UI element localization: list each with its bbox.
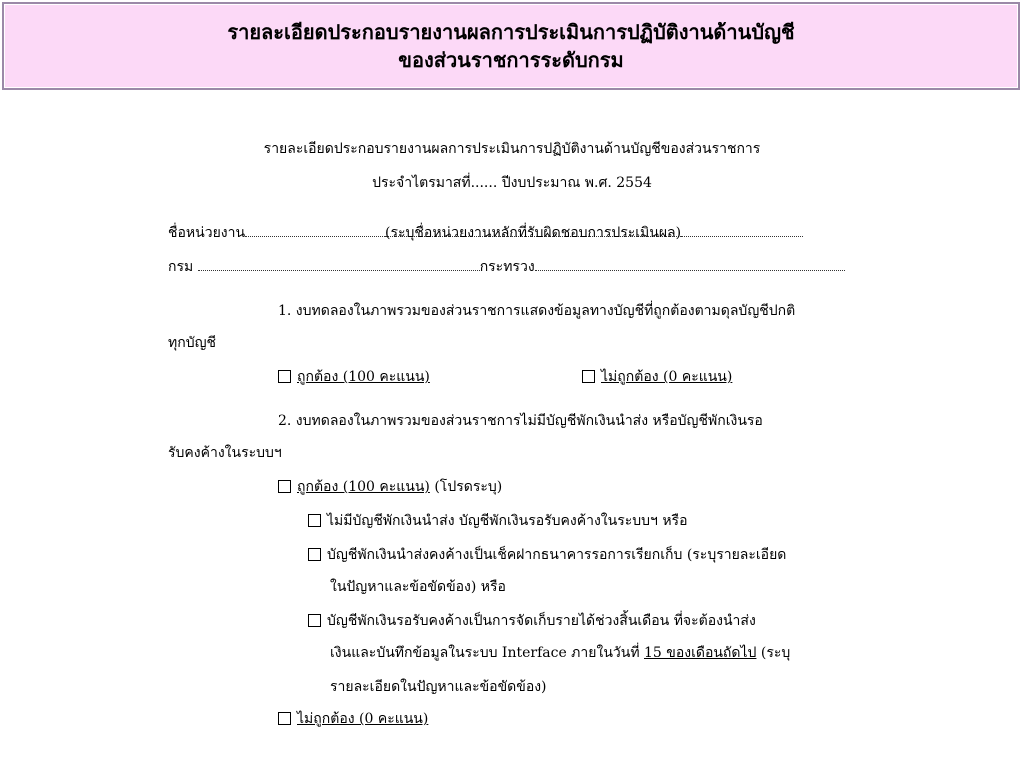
item2-correct-checkbox[interactable] bbox=[278, 480, 291, 493]
item1-incorrect-option[interactable] bbox=[582, 366, 732, 388]
item2-correct-label: ถูกต้อง (100 คะแนน) bbox=[297, 479, 430, 495]
form-title-line2: ประจำไตรมาสที่...... ปีงบประมาณ พ.ศ. 2554 bbox=[372, 175, 652, 191]
sub-option-2-checkbox[interactable] bbox=[308, 548, 321, 561]
sub-option-2-label-line2: ในปัญหาและข้อขัดข้อง) หรือ bbox=[330, 579, 506, 595]
ministry-label: กระทรวง bbox=[479, 259, 535, 275]
item1-correct-label: ถูกต้อง (100 คะแนน) bbox=[297, 369, 430, 385]
sub-option-1[interactable] bbox=[308, 510, 687, 532]
unit-name-field-tail[interactable] bbox=[681, 222, 803, 237]
item2-incorrect-checkbox[interactable] bbox=[278, 712, 291, 725]
sub-option-2[interactable] bbox=[308, 544, 786, 566]
item1-text-line1: 1. งบทดลองในภาพรวมของส่วนราชการแสดงข้อมูลทางบัญชีที่ถูกต้องตามดุลบัญชีปกติ bbox=[278, 303, 796, 319]
slide-title-line1: รายละเอียดประกอบรายงานผลการประเมินการปฏิบัติงานด้านบัญชี bbox=[227, 20, 795, 44]
item2-correct-option[interactable] bbox=[278, 476, 502, 498]
sub-option-2-label: บัญชีพักเงินนำส่งคงค้างเป็นเช็คฝากธนาคารรอการเรียกเก็บ (ระบุรายละเอียด bbox=[327, 547, 787, 563]
item2-incorrect-label: ไม่ถูกต้อง (0 คะแนน) bbox=[297, 711, 429, 727]
item1-text-line2: ทุกบัญชี bbox=[168, 335, 217, 351]
sub-option-1-label: ไม่มีบัญชีพักเงินนำส่ง บัญชีพักเงินรอรับคงค้างในระบบฯ หรือ bbox=[327, 513, 688, 529]
slide-title-line2: ของส่วนราชการระดับกรม bbox=[398, 48, 624, 72]
dept-field[interactable] bbox=[198, 256, 480, 271]
sub-option-1-checkbox[interactable] bbox=[308, 514, 321, 527]
dept-row bbox=[168, 256, 845, 278]
ministry-field[interactable] bbox=[535, 256, 845, 271]
item1-incorrect-label: ไม่ถูกต้อง (0 คะแนน) bbox=[601, 369, 733, 385]
sub-option-3-label-line2 bbox=[330, 642, 790, 664]
sub-option-3-text-c: (ระบุ bbox=[756, 645, 791, 661]
item2-incorrect-option[interactable] bbox=[278, 708, 428, 730]
item1-correct-checkbox[interactable] bbox=[278, 370, 291, 383]
dept-label: กรม bbox=[168, 259, 194, 275]
sub-option-3-label: บัญชีพักเงินรอรับคงค้างเป็นการจัดเก็บรายได้ช่วงสิ้นเดือน ที่จะต้องนำส่ง bbox=[327, 613, 756, 629]
sub-option-3[interactable] bbox=[308, 610, 756, 632]
unit-name-field[interactable] bbox=[245, 222, 385, 237]
item1-incorrect-checkbox[interactable] bbox=[582, 370, 595, 383]
item2-specify-label: (โปรดระบุ) bbox=[429, 479, 503, 495]
item1-correct-option[interactable] bbox=[278, 366, 430, 388]
sub-option-3-label-line3: รายละเอียดในปัญหาและข้อขัดข้อง) bbox=[330, 679, 547, 695]
sub-option-3-deadline: 15 ของเดือนถัดไป bbox=[644, 645, 757, 661]
sub-option-3-checkbox[interactable] bbox=[308, 614, 321, 627]
item2-text-line1: 2. งบทดลองในภาพรวมของส่วนราชการไม่มีบัญชีพักเงินนำส่ง หรือบัญชีพักเงินรอ bbox=[278, 413, 763, 429]
unit-name-row bbox=[168, 222, 803, 244]
form-title-line1: รายละเอียดประกอบรายงานผลการประเมินการปฏิบัติงานด้านบัญชีของส่วนราชการ bbox=[263, 141, 761, 157]
sub-option-3-text-a: เงินและบันทึกข้อมูลในระบบ Interface ภายในวันที่ bbox=[330, 645, 644, 661]
unit-name-label: ชื่อหน่วยงาน bbox=[168, 225, 246, 241]
unit-name-hint: (ระบุชื่อหน่วยงานหลักที่รับผิดชอบการประเมินผล) bbox=[385, 222, 681, 237]
item2-text-line2: รับคงค้างในระบบฯ bbox=[168, 445, 282, 461]
